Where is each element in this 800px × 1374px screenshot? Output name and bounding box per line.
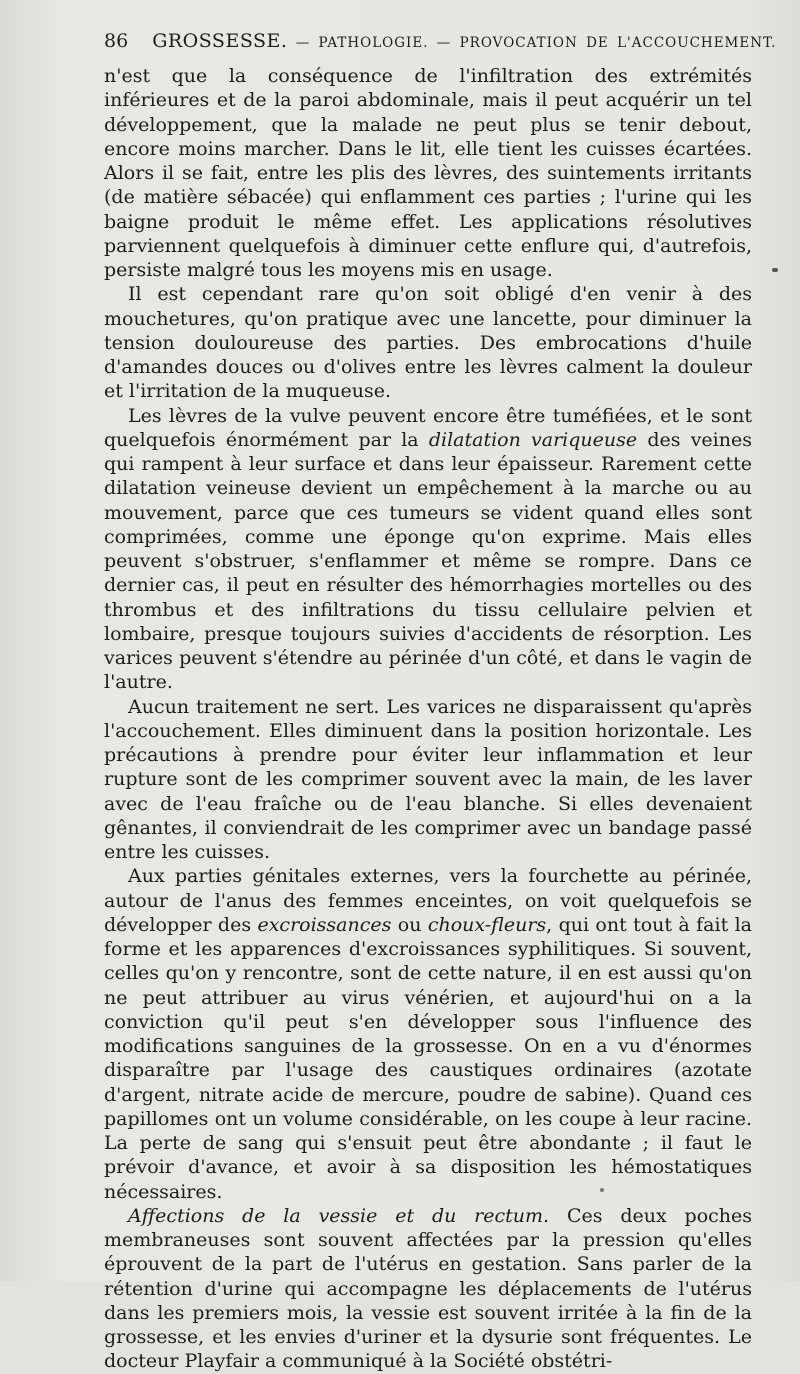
paragraph-5-text-mid: ou (391, 913, 428, 936)
paragraph-5-text-a: Aux parties génitales externes, vers la fourchette au périnée, autour de l'anus des femmes enceintes, on voit quelquefois se développer des (104, 865, 752, 936)
running-header (104, 30, 777, 56)
paragraph-6 (104, 1204, 752, 1374)
ink-speck (600, 1188, 604, 1192)
paragraph-3-italic: dilatation variqueuse (428, 428, 638, 451)
paragraph-5-italic-1: excroissances (257, 913, 392, 936)
paragraph-5-text-b: , qui ont tout à fait la forme et les apparences d'excroissances syphilitiques. Si souvent, celles qu'on y rencontre, sont de cette nature, il en est aussi qu'on ne peut attribuer au virus vénérien, et aujourd'hui on a la conviction qu'il peut s'en développer sous l'influence des modifications sanguines de la grossesse. On en a vu d'énormes disparaître par l'usage des caustiques ordinaires (azotate d'argent, nitrate acide de mercure, poudre de sabine). Quand ces papillomes ont un volume considérable, on les coupe à leur racine. La perte de sang qui s'ensuit peut être abondante ; il faut le prévoir d'avance, et avoir à sa disposition les hémostatiques nécessaires. (104, 913, 752, 1203)
page-number: 86 (104, 30, 129, 52)
body-text (104, 64, 752, 1374)
ink-speck (772, 268, 778, 272)
paragraph-3 (104, 404, 752, 695)
running-title-rest: — PATHOLOGIE. — PROVOCATION DE L'ACCOUCHEMENT. (287, 35, 777, 51)
paragraph-5 (104, 864, 752, 1204)
paragraph-5-italic-2: choux-fleurs (427, 913, 547, 936)
paragraph-2: Il est cependant rare qu'on soit obligé d'en venir à des mouchetures, qu'on pratique avec une lancette, pour diminuer la tension douloureuse des parties. Des embrocations d'huile d'amandes douces ou d'olives entre les lèvres calment la douleur et l'irritation de la muqueuse. (104, 283, 752, 403)
paragraph-3-text-b: des veines qui rampent à leur surface et dans leur épaisseur. Rarement cette dilatation veineuse devient un empêchement à la marche ou au mouvement, parce que ces tumeurs se vident quand elles sont comprimées, comme une éponge qu'on exprime. Mais elles peuvent s'obstruer, s'enflammer et même se rompre. Dans ce dernier cas, il peut en résulter des hémorrhagies mortelles ou des thrombus et des infiltrations du tissu cellulaire pelvien et lombaire, presque toujours suivies d'accidents de résorption. Les varices peuvent s'étendre au périnée d'un côté, et dans le vagin de l'autre. (104, 428, 752, 694)
running-title (152, 30, 776, 52)
paragraph-6-text: Ces deux poches membraneuses sont souvent affectées par la pression qu'elles éprouvent de la part de l'utérus en gestation. Sans parler de la rétention d'urine qui accompagne les déplacements de l'utérus dans les premiers mois, la vessie est souvent irritée à la fin de la grossesse, et les envies d'uriner et la dysurie sont fréquentes. Le docteur Playfair a communiqué à la Société obstétri- (104, 1204, 753, 1373)
running-title-main: GROSSESSE. (152, 30, 288, 52)
paragraph-3-text-a: Les lèvres de la vulve peuvent encore être tuméfiées, et le sont quelquefois énormément par la (104, 404, 752, 451)
section-heading-vessie-rectum: Affections de la vessie et du rectum. (128, 1204, 550, 1227)
paragraph-4: Aucun traitement ne sert. Les varices ne disparaissent qu'après l'accouchement. Elles diminuent dans la position horizontale. Les précautions à prendre pour éviter leur inflammation et leur rupture sont de les comprimer souvent avec la main, de les laver avec de l'eau fraîche ou de l'eau blanche. Si elles devenaient gênantes, il conviendrait de les comprimer avec un bandage passé entre les cuisses. (104, 695, 752, 863)
paragraph-1: n'est que la conséquence de l'infiltration des extrémités inférieures et de la paroi abdominale, mais il peut acquérir un tel développement, que la malade ne peut plus se tenir debout, encore moins marcher. Dans le lit, elle tient les cuisses écartées. Alors il se fait, entre les plis des lèvres, des suintements irritants (de matière sébacée) qui enflamment ces parties ; l'urine qui les baigne produit le même effet. Les applications résolutives parviennent quelquefois à diminuer cette enflure qui, d'autrefois, persiste malgré tous les moyens mis en usage. (104, 65, 752, 281)
